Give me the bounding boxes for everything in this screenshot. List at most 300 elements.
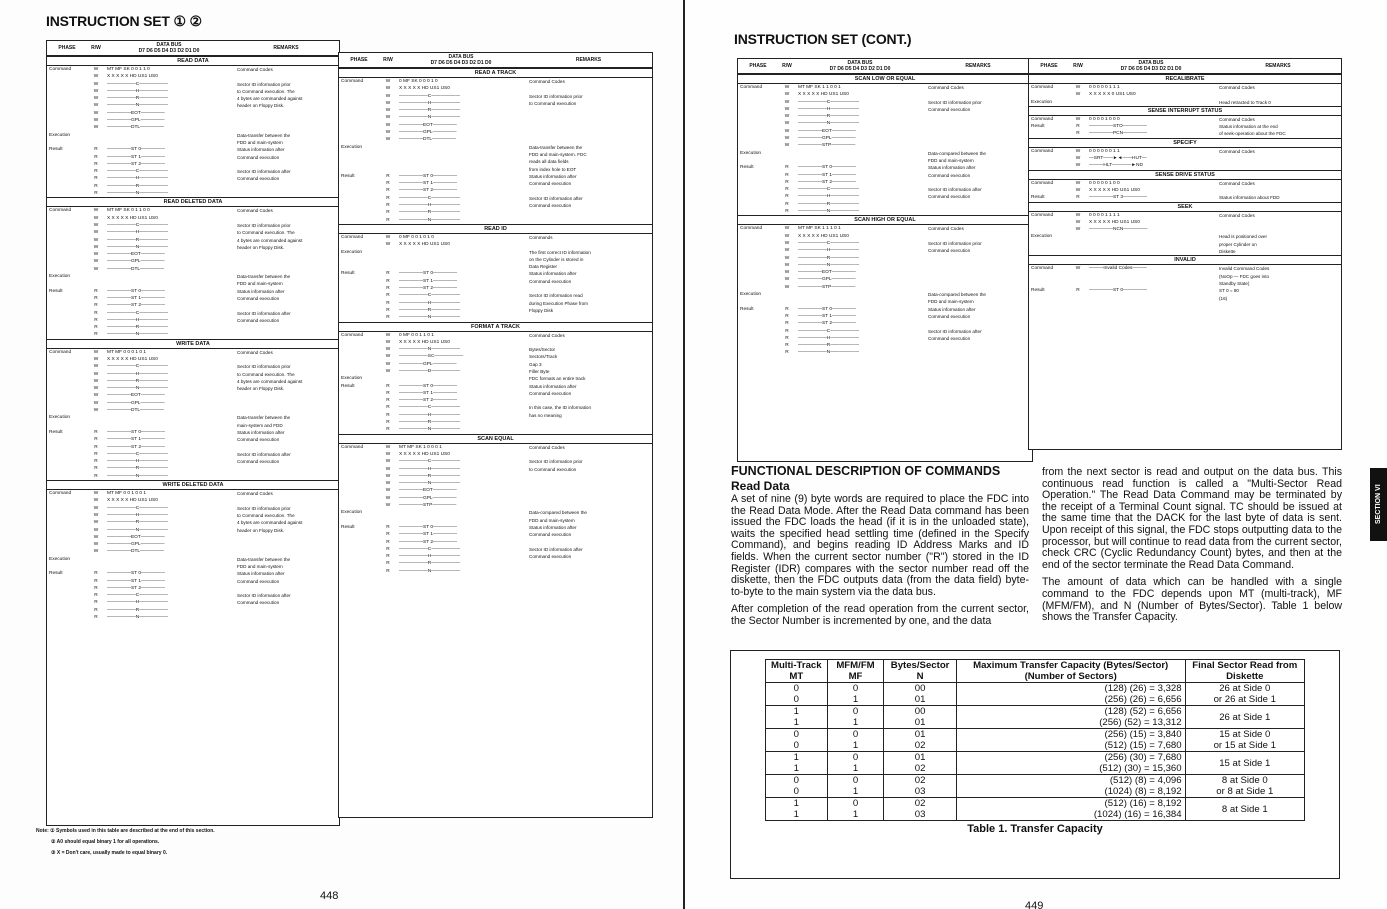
phase-cell (47, 331, 87, 338)
data-bus-cell: ——————H—————— (399, 412, 461, 418)
remarks-cell (525, 136, 652, 143)
data-bus-cell: —————GPL————— (399, 495, 457, 501)
cell-line: (512) (8) = 4,096 (1109, 775, 1182, 786)
rw-cell: W (1075, 227, 1081, 233)
phase-cell (1029, 219, 1069, 226)
phase-cell (339, 487, 379, 494)
phase-cell (339, 292, 379, 299)
rw-cell: W (93, 110, 99, 116)
remarks-cell (1215, 226, 1341, 233)
instruction-row (738, 128, 1032, 135)
remarks-cell (233, 251, 339, 258)
instruction-row (339, 339, 652, 346)
rw-cell: R (386, 203, 390, 209)
data-bus-cell: ——————H—————— (107, 317, 169, 323)
data-bus-cell: 0 0 0 0 0 1 0 0 (1089, 180, 1120, 186)
instruction-row (339, 466, 652, 473)
phase-cell (738, 91, 778, 98)
phase-cell: Command (1031, 266, 1054, 272)
phase-cell: Execution (341, 249, 363, 255)
remarks-cell (233, 607, 339, 614)
paragraph: from the next sector is read and output on the data bus. This continuous read function is called a "Multi-Sector Read Operation." The Read Data Command may be terminated by the receipt of a Terminal Count signal. TC should be issued at the same time that the DACK for the last byte of data is sent. Upon receipt of this signal, the FDC stops outputting data to the processor, but will continue to read data from the current sector, check CRC (Cyclic Redundancy Count) bytes, and then at the end of the sector terminate the Read Data Command. (1042, 466, 1342, 571)
rw-cell: R (1076, 288, 1080, 294)
rw-cell: W (1075, 180, 1081, 186)
phase-cell (47, 465, 87, 472)
phase-cell (339, 560, 379, 567)
table-row (766, 683, 1305, 706)
data-bus-cell: ——————C—————— (399, 93, 461, 99)
rw-cell: R (386, 217, 390, 223)
instruction-row (738, 313, 1032, 320)
remarks-cell (233, 331, 339, 338)
phase-cell (339, 195, 379, 202)
header-rw: R/W (1073, 63, 1083, 69)
header-remarks: REMARKS (1265, 63, 1291, 69)
phase-cell (47, 541, 87, 548)
instruction-row (339, 375, 652, 382)
rw-cell: R (785, 194, 789, 200)
data-bus-cell: X X X X X HD US1 US0 (107, 74, 158, 80)
rw-cell: R (386, 532, 390, 538)
instruction-row (339, 495, 652, 502)
phase-cell (339, 458, 379, 465)
data-bus-cell: ——————H—————— (399, 203, 461, 209)
section-header-scan-high-or-equal: SCAN HIGH OR EQUAL (738, 215, 1032, 225)
cell-line: 01 (914, 694, 926, 705)
rw-cell: R (94, 147, 98, 153)
rw-cell: R (1076, 131, 1080, 137)
data-bus-cell (397, 249, 525, 256)
rw-cell: R (94, 585, 98, 591)
cell-line: 8 at Side 0 (1221, 775, 1268, 786)
phase-cell: Execution (49, 132, 71, 138)
section-header-sense-drive-status: SENSE DRIVE STATUS (1029, 170, 1341, 180)
section-header-scan-low-or-equal: SCAN LOW OR EQUAL (738, 74, 1032, 84)
body-column-right (1042, 467, 1342, 630)
data-bus-cell: —————ST 3————— (1089, 195, 1148, 201)
note-line: ③ X = Don't care, usually made to equal binary 0. (51, 850, 168, 856)
instruction-row (47, 331, 339, 338)
phase-cell: Command (49, 208, 72, 214)
phase-cell (339, 314, 379, 321)
data-bus-cell: ———Invalid Codes——— (1089, 266, 1147, 272)
remarks-cell (525, 187, 652, 194)
phase-cell: Command (1031, 85, 1054, 90)
cell-line: 0 (793, 729, 799, 740)
phase-cell (47, 392, 87, 399)
instruction-row (738, 240, 1032, 247)
instruction-row (47, 161, 339, 168)
transfer-capacity-table (765, 659, 1305, 821)
phase-cell (47, 81, 87, 88)
instruction-row (339, 195, 652, 202)
column-header: Multi-Track MT (766, 660, 828, 683)
phase-cell (1029, 130, 1069, 137)
data-bus-cell: ——————C—————— (798, 240, 860, 246)
rw-cell: R (785, 306, 789, 312)
remarks-cell (233, 161, 339, 168)
remarks-cell: Command execution (928, 172, 971, 178)
remarks-cell: Head retracted to Track 0 (1219, 99, 1271, 105)
instruction-row (47, 527, 339, 534)
data-bus-cell: ——————C—————— (107, 222, 169, 228)
instruction-row (1029, 91, 1341, 98)
instruction-row (339, 85, 652, 92)
remarks-cell: Status information after (529, 271, 577, 277)
phase-cell (47, 302, 87, 309)
rw-cell: W (1075, 92, 1081, 98)
data-bus-cell: ——————C—————— (798, 99, 860, 105)
data-bus-cell: —————DTL————— (107, 266, 165, 272)
instruction-row (738, 269, 1032, 276)
instruction-row (339, 129, 652, 136)
section-header-sense-interrupt-status: SENSE INTERRUPT STATUS (1029, 106, 1341, 116)
cell-line: (512) (16) = 8,192 (1104, 798, 1182, 809)
data-bus-cell: —————ST 1————— (399, 278, 458, 284)
data-bus-cell: —————GPL————— (798, 277, 856, 283)
remarks-cell: Command execution (529, 278, 572, 284)
remarks-cell (924, 208, 1032, 215)
data-bus-cell: —————DTL————— (107, 408, 165, 414)
rw-cell: W (93, 542, 99, 548)
table-row (766, 798, 1305, 821)
instruction-row (47, 371, 339, 378)
cell-line: (256) (30) = 7,680 (1104, 752, 1182, 763)
data-bus-cell (1087, 280, 1215, 287)
remarks-cell: FDC formats an entire track (529, 376, 586, 382)
phase-cell (738, 255, 778, 262)
data-bus-cell: ——————N—————— (107, 103, 169, 109)
instruction-row (339, 458, 652, 465)
remarks-cell: Data-transfer between the (237, 556, 291, 562)
phase-cell (47, 190, 87, 197)
data-bus-cell: ——————H—————— (107, 512, 169, 518)
rw-cell (379, 375, 397, 382)
rw-cell: R (94, 571, 98, 577)
rw-cell: W (385, 108, 391, 114)
remarks-cell: The first correct ID information (529, 249, 591, 255)
phase-cell (339, 114, 379, 121)
data-bus-cell: —————STP————— (399, 503, 457, 509)
remarks-cell (233, 266, 339, 273)
table-row (766, 706, 1305, 729)
remarks-cell (924, 201, 1032, 208)
data-bus-cell: ——————R—————— (107, 96, 169, 102)
data-bus-cell: ——————N—————— (399, 217, 461, 223)
instruction-row (1029, 116, 1341, 123)
data-bus-cell: ——————SC—————— (399, 354, 464, 360)
remarks-cell: Command Codes (237, 67, 273, 72)
remarks-cell: Sector ID information after (237, 593, 291, 599)
remarks-cell (525, 419, 652, 426)
remarks-cell (525, 339, 652, 346)
phase-cell (1029, 248, 1069, 255)
data-bus-cell: —————EOT————— (798, 128, 856, 134)
rw-cell: W (93, 400, 99, 406)
remarks-cell: Sector ID information prior (529, 459, 583, 465)
rw-cell: R (94, 473, 98, 479)
instruction-row (47, 490, 339, 497)
cell-line: (128) (26) = 3,328 (1104, 683, 1182, 694)
rw-cell: R (94, 437, 98, 443)
data-bus-cell: —————ST 0————— (107, 571, 166, 577)
rw-cell: R (785, 350, 789, 356)
instruction-row (47, 607, 339, 614)
remarks-cell: Command execution (928, 313, 971, 319)
instruction-row (738, 135, 1032, 142)
instruction-row (47, 556, 339, 563)
phase-cell (47, 505, 87, 512)
instruction-row (1029, 84, 1341, 91)
instruction-row (339, 419, 652, 426)
instruction-row (738, 298, 1032, 305)
cell-line: 1 (852, 786, 859, 797)
rw-cell: W (385, 368, 391, 374)
table-cell (884, 775, 956, 798)
rw-cell: W (93, 88, 99, 94)
rw-cell: W (93, 491, 99, 497)
remarks-cell: Sector ID information after (529, 546, 583, 552)
instruction-row (1029, 194, 1341, 201)
instruction-row (738, 335, 1032, 342)
instruction-row (339, 158, 652, 165)
data-bus-cell (105, 563, 233, 570)
data-bus-cell: ——————N—————— (798, 262, 860, 268)
instruction-row (47, 363, 339, 370)
data-bus-cell (397, 375, 525, 382)
rw-cell: W (93, 67, 99, 72)
instruction-row (47, 132, 339, 139)
right-page (685, 0, 1387, 909)
phase-cell: Command (1031, 116, 1054, 122)
table-cell (1185, 775, 1304, 798)
phase-cell: Command (740, 226, 763, 232)
remarks-cell: Invalid Command Codes (1219, 266, 1270, 272)
phase-cell (47, 295, 87, 302)
section-header-read-id: READ ID (339, 224, 652, 234)
remarks-cell (924, 142, 1032, 149)
instruction-row (339, 397, 652, 404)
instruction-row (738, 208, 1032, 215)
phase-cell: Command (341, 444, 364, 450)
phase-cell (738, 135, 778, 142)
phase-cell (47, 117, 87, 124)
data-bus-cell: ——————R—————— (798, 255, 860, 261)
data-bus-cell: —————ST 0————— (399, 173, 458, 179)
remarks-cell: Diskette (1219, 249, 1236, 255)
rw-cell (87, 280, 105, 287)
rw-cell: R (386, 420, 390, 426)
remarks-cell: Sector ID information read (529, 293, 583, 299)
instruction-row (47, 570, 339, 577)
rw-cell: W (93, 527, 99, 533)
phase-cell (1029, 295, 1069, 302)
remarks-cell: Sector ID information after (529, 195, 583, 201)
rw-cell: R (386, 546, 390, 552)
data-bus-cell: ——————R—————— (107, 378, 169, 384)
phase-cell (47, 578, 87, 585)
rw-cell: W (93, 408, 99, 414)
rw-cell (778, 298, 796, 305)
data-bus-cell: —————EOT————— (107, 110, 165, 116)
rw-cell: W (784, 128, 790, 134)
remarks-cell: header on Floppy Disk. (237, 244, 285, 250)
remarks-cell: Command execution (529, 203, 572, 209)
header-bits: D7 D6 D5 D4 D3 D2 D1 D0 (829, 66, 891, 72)
data-bus-cell: X X X X X HD US1 US0 (399, 451, 450, 457)
remarks-cell (525, 397, 652, 404)
remarks-cell (924, 113, 1032, 120)
rw-cell: W (784, 85, 790, 90)
data-bus-cell: ——————N—————— (798, 121, 860, 127)
remarks-cell (525, 560, 652, 567)
phase-cell (47, 244, 87, 251)
rw-cell (1069, 233, 1087, 240)
instruction-row (738, 255, 1032, 262)
instruction-row (1029, 130, 1341, 137)
rw-cell: R (94, 310, 98, 316)
cell-line: 15 at Side 1 (1219, 757, 1271, 769)
cell-line: 02 (914, 798, 926, 809)
instruction-row (339, 560, 652, 567)
data-bus-cell: —————EOT————— (107, 252, 165, 258)
data-bus-cell: —————ST 1————— (399, 390, 458, 396)
cell-line: (512) (15) = 7,680 (1104, 740, 1182, 751)
phase-cell (47, 161, 87, 168)
instruction-row (339, 368, 652, 375)
cell-line: 1 (793, 809, 799, 820)
rw-cell: R (386, 539, 390, 545)
data-bus-cell: 0 0 0 0 1 0 0 0 (1089, 116, 1120, 122)
remarks-cell: Command Codes (529, 332, 565, 338)
data-bus-cell: —————ST 2————— (399, 398, 458, 404)
phase-cell: Execution (1031, 99, 1053, 105)
data-bus-cell (105, 132, 233, 139)
data-bus-cell: ——————N—————— (107, 244, 169, 250)
rw-cell: R (94, 332, 98, 338)
note-line: Note: ① Symbols used in this table are described at the end of this section. (36, 828, 215, 834)
data-bus-cell: ——————R—————— (399, 420, 461, 426)
data-bus-cell: ——————H—————— (798, 106, 860, 112)
instruction-row (339, 553, 652, 560)
data-bus-cell: ——————H—————— (798, 335, 860, 341)
phase-cell (47, 592, 87, 599)
cell-line: 1 (793, 763, 799, 774)
data-bus-cell: MT MF SK 1 1 0 0 1 (798, 85, 841, 90)
instruction-row (738, 306, 1032, 313)
data-bus-cell (1087, 99, 1215, 106)
phase-cell (47, 229, 87, 236)
cell-line: 15 at Side 0 (1219, 729, 1271, 740)
phase-cell (47, 451, 87, 458)
remarks-cell: header on Floppy Disk. (237, 386, 285, 392)
remarks-cell: Data-compared between the (928, 150, 986, 156)
remarks-cell: Sector ID information prior (928, 240, 982, 246)
data-bus-cell: —————EOT————— (399, 122, 457, 128)
phase-cell (47, 215, 87, 222)
data-bus-cell: ——————N—————— (107, 386, 169, 392)
remarks-cell: to Command execution. The (237, 371, 295, 377)
instruction-row (1029, 295, 1341, 302)
rw-cell: W (1075, 163, 1081, 169)
instruction-row (1029, 241, 1341, 248)
section-header-format-a-track: FORMAT A TRACK (339, 322, 652, 332)
instruction-row (47, 465, 339, 472)
instruction-row (339, 517, 652, 524)
cell-line: 1 (793, 752, 799, 763)
rw-cell: W (784, 240, 790, 246)
remarks-cell: FDD and main-system (237, 564, 283, 569)
remarks-cell (525, 122, 652, 129)
data-bus-cell: MT MF SK 1 0 0 0 1 (399, 444, 442, 450)
functional-description-heading: FUNCTIONAL DESCRIPTION OF COMMANDS (731, 464, 1001, 478)
phase-cell (339, 307, 379, 314)
rw-cell: R (94, 615, 98, 621)
phase-cell (738, 240, 778, 247)
data-bus-cell: ——————N—————— (107, 332, 169, 338)
rw-cell: W (93, 378, 99, 384)
rw-cell: W (385, 466, 391, 472)
remarks-cell (525, 129, 652, 136)
remarks-cell (233, 585, 339, 592)
header-phase: PHASE (1040, 63, 1058, 69)
instruction-row (47, 258, 339, 265)
instruction-row (47, 229, 339, 236)
data-bus-cell: ———HLT————►ND (1089, 163, 1143, 169)
remarks-cell: Sector ID information prior (928, 99, 982, 105)
rw-cell: W (93, 393, 99, 399)
remarks-cell: Status information after (529, 173, 577, 179)
instruction-row (47, 81, 339, 88)
rw-cell: R (94, 451, 98, 457)
phase-cell (738, 269, 778, 276)
remarks-cell (1215, 219, 1341, 226)
data-bus-cell: —————EOT————— (399, 488, 457, 494)
instruction-row (339, 292, 652, 299)
data-bus-cell: ——————N—————— (399, 568, 461, 574)
section-header-read-deleted-data: READ DELETED DATA (47, 197, 339, 207)
instruction-row (339, 187, 652, 194)
instruction-row (339, 166, 652, 173)
rw-cell (778, 291, 796, 298)
header-databus-label: DATA BUS (1138, 60, 1164, 66)
phase-cell (339, 136, 379, 143)
data-bus-cell: ——————R—————— (399, 473, 461, 479)
phase-cell (47, 310, 87, 317)
rw-cell: W (93, 103, 99, 109)
phase-cell (47, 534, 87, 541)
instruction-row (47, 422, 339, 429)
instruction-row (47, 273, 339, 280)
table-cell (884, 706, 956, 729)
phase-cell (339, 263, 379, 270)
instruction-row (339, 426, 652, 433)
table-cell (766, 798, 828, 821)
instruction-row (738, 84, 1032, 91)
data-bus-cell: ——————C—————— (798, 187, 860, 193)
instruction-row (47, 407, 339, 414)
page-number: 449 (1025, 900, 1044, 909)
data-bus-cell: ——————R—————— (399, 561, 461, 567)
cell-line: 0 (852, 706, 859, 717)
rw-cell: W (93, 549, 99, 555)
remarks-cell: Command Codes (529, 444, 565, 450)
rw-cell: W (385, 481, 391, 487)
remarks-cell (525, 451, 652, 458)
instruction-row (1029, 180, 1341, 187)
instruction-row (47, 117, 339, 124)
cell-line: 1 (852, 763, 859, 774)
